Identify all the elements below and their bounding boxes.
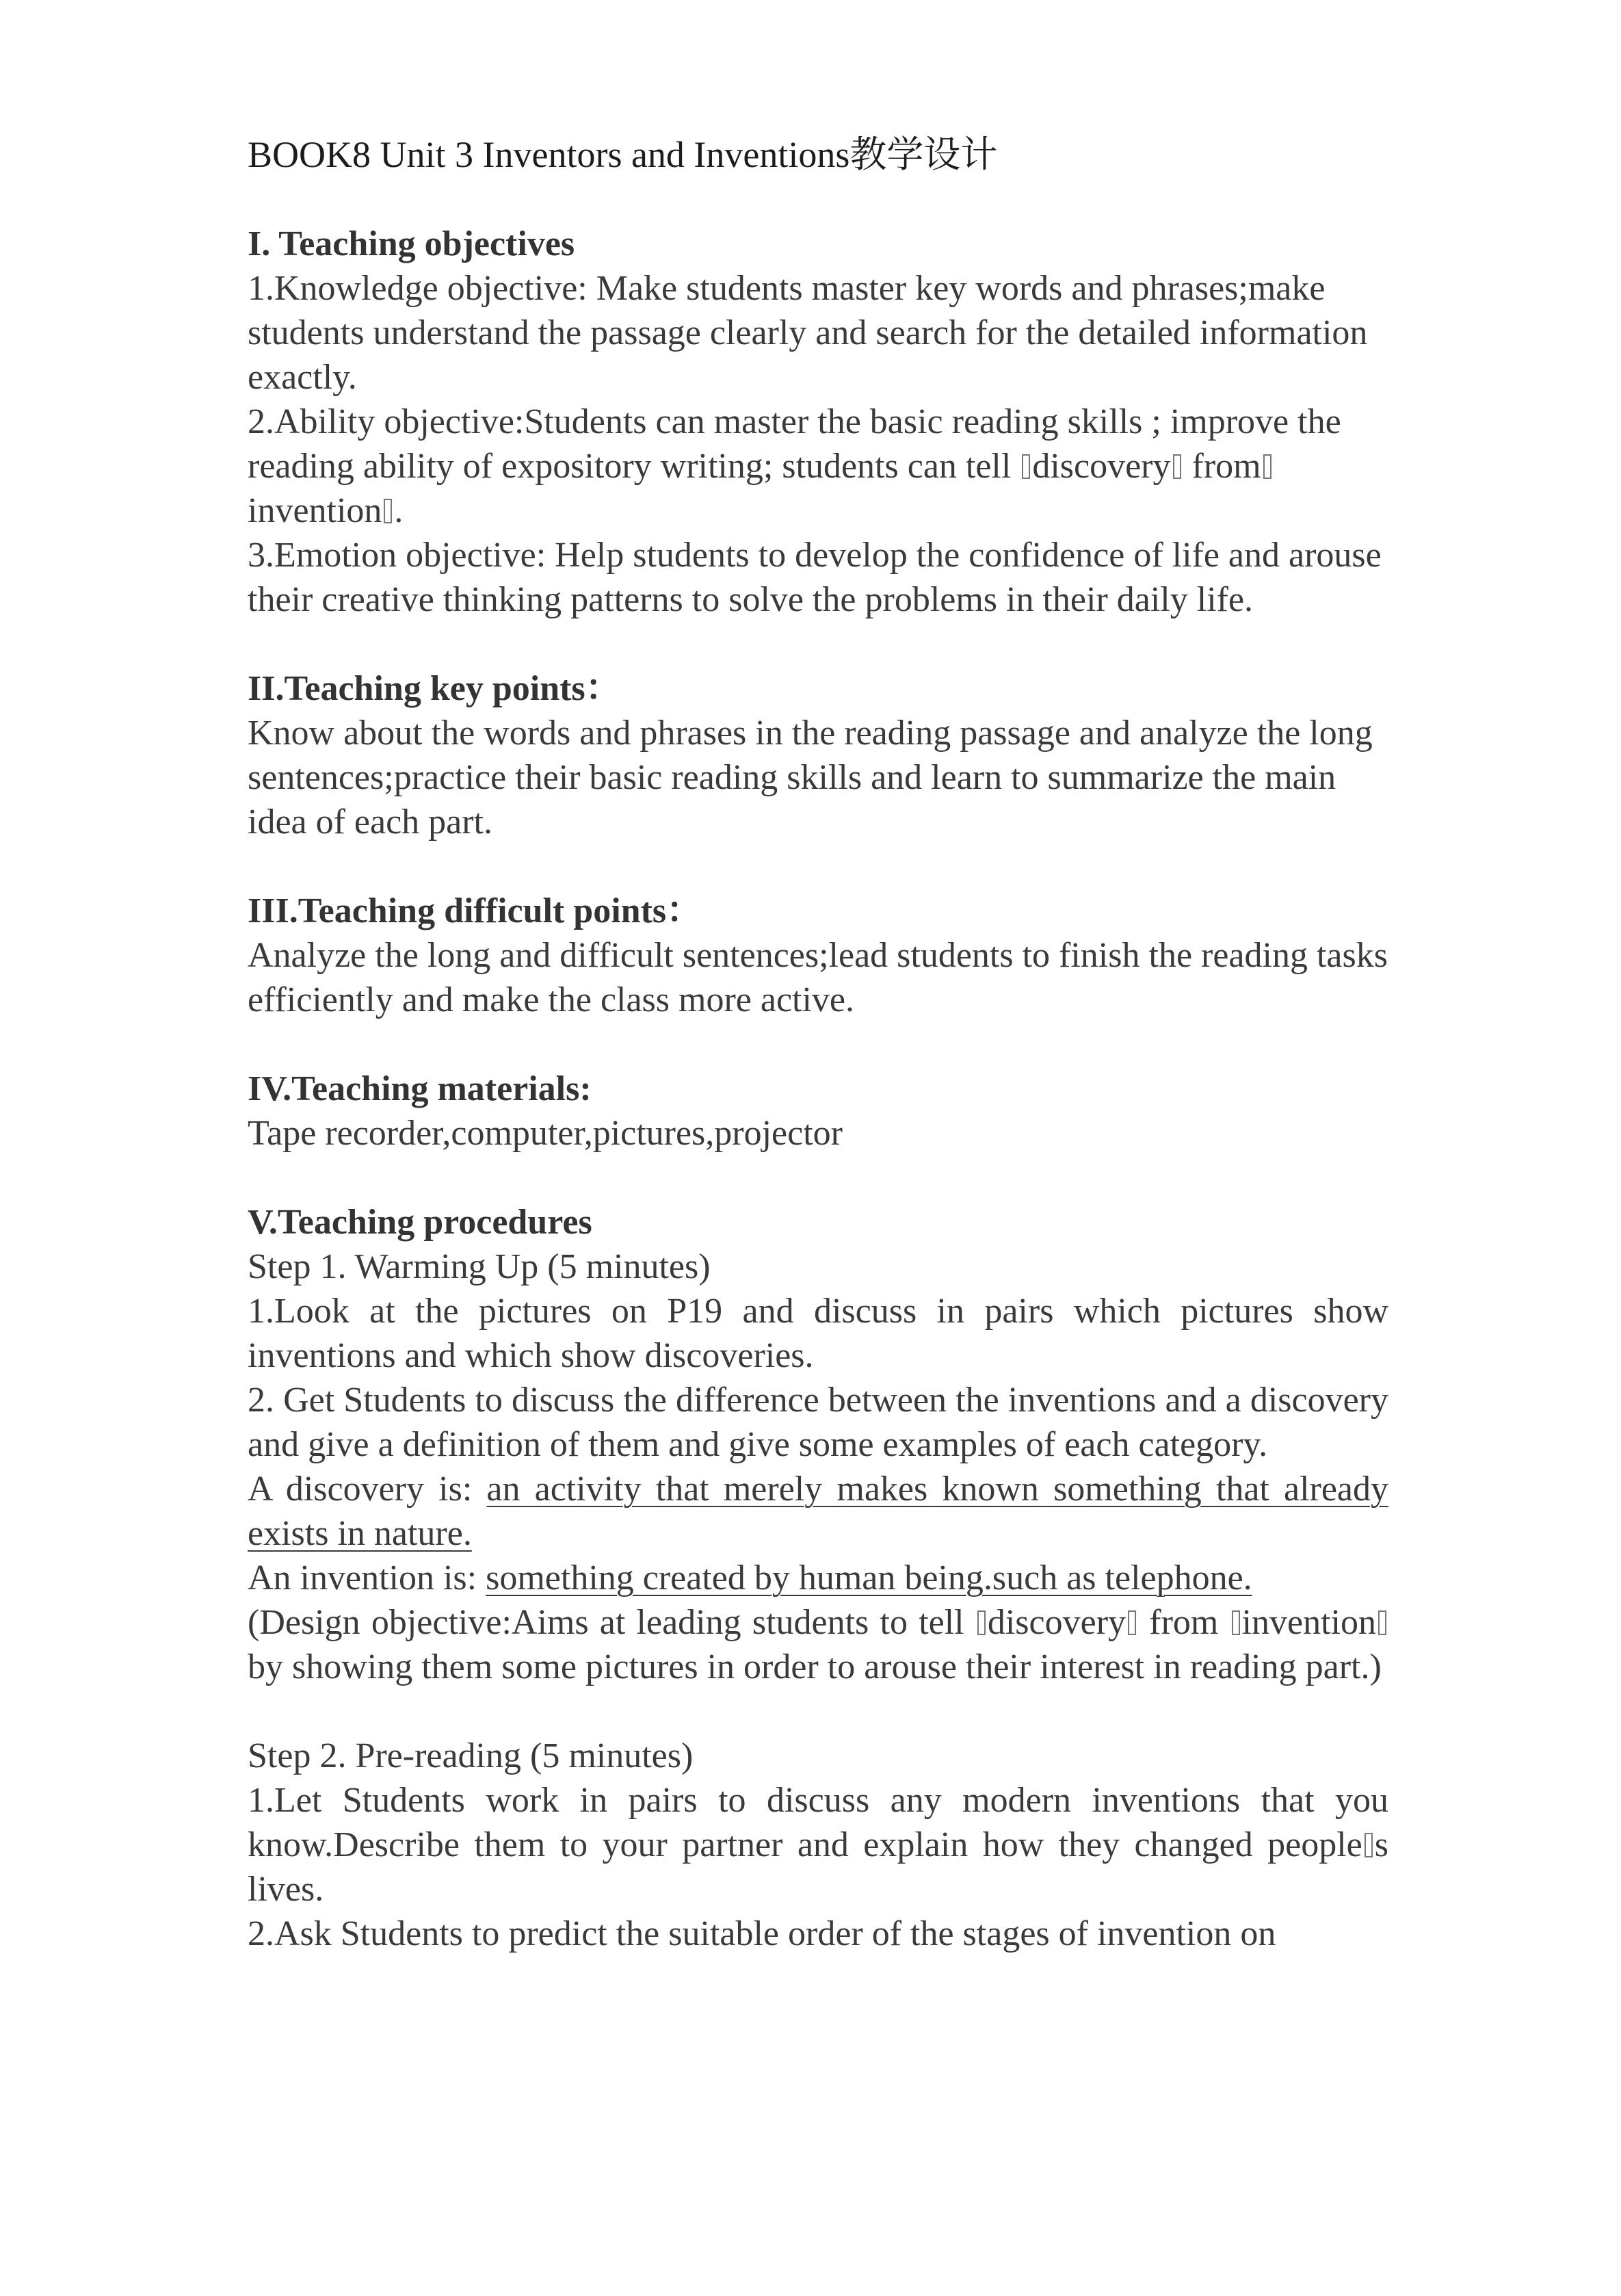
difficult-points-text: Analyze the long and difficult sentences;lead students to finish the reading tasks efficiently and make the class more active. [248, 936, 1388, 1019]
ability-from: from [1191, 447, 1261, 486]
invention-def: something created by human being.such as telephone. [486, 1558, 1252, 1597]
step1-item2: 2. Get Students to discuss the difference between the inventions and a discovery and give a definition of them and give some examples of each category. [248, 1381, 1388, 1464]
objectives-heading: I. Teaching objectives [248, 224, 575, 263]
missing-glyph-icon [384, 499, 392, 523]
step2-item2: 2.Ask Students to predict the suitable order of the stages of invention on [248, 1914, 1276, 1953]
design-objective [248, 1600, 1388, 1689]
discovery-def: an activity that merely makes known something that already exists in nature. [248, 1470, 1388, 1553]
design-text-post: by showing them some pictures in order to arouse their interest in reading part.) [248, 1647, 1382, 1686]
ability-word-invention: invention [248, 491, 382, 530]
key-points-heading: II.Teaching key points： [248, 669, 621, 708]
step2-item1-text: 1.Let Students work in pairs to discuss any modern inventions that you know.Describe them to your partner and explain how they changed people [248, 1781, 1388, 1864]
design-word-discovery: discovery [987, 1603, 1126, 1642]
discovery-label: A discovery is: [248, 1470, 473, 1509]
section-gap [248, 1689, 1388, 1734]
missing-glyph-icon [1365, 1833, 1373, 1857]
step2-item1-end: s lives. [248, 1825, 1388, 1909]
difficult-points-heading: III.Teaching difficult points： [248, 891, 702, 930]
step1-item1: 1.Look at the pictures on P19 and discuss in pairs which pictures show inventions and which show discoveries. [248, 1292, 1388, 1375]
missing-glyph-icon [1173, 454, 1181, 479]
section-gap [248, 1022, 1388, 1067]
step2-title: Step 2. Pre-reading (5 minutes) [248, 1736, 694, 1775]
section-gap [248, 844, 1388, 889]
ability-objective [248, 400, 1388, 533]
missing-glyph-icon [977, 1610, 986, 1635]
step1-title: Step 1. Warming Up (5 minutes) [248, 1247, 711, 1286]
discovery-definition [248, 1467, 1388, 1556]
ability-word-discovery: discovery [1032, 447, 1171, 486]
step2-item1 [248, 1778, 1388, 1912]
design-word-invention: invention [1241, 1603, 1377, 1642]
missing-glyph-icon [1232, 1610, 1240, 1635]
missing-glyph-icon [1263, 454, 1271, 479]
invention-definition [248, 1556, 1388, 1600]
materials-heading: IV.Teaching materials: [248, 1069, 592, 1108]
procedures-heading: V.Teaching procedures [248, 1203, 592, 1242]
emotion-objective: 3.Emotion objective: Help students to develop the confidence of life and arouse their creative thinking patterns to solve the problems in their daily life. [248, 536, 1382, 619]
missing-glyph-icon [1378, 1610, 1386, 1635]
section-gap [248, 622, 1388, 666]
missing-glyph-icon [1022, 454, 1030, 479]
key-points-text: Know about the words and phrases in the reading passage and analyze the long sentences;practice their basic reading skills and learn to summarize the main idea of each part. [248, 714, 1373, 842]
ability-text: 2.Ability objective:Students can master the basic reading skills ; improve the reading ability of expository writing; students can tell [248, 402, 1341, 486]
knowledge-objective: 1.Knowledge objective: Make students master key words and phrases;make students understand the passage clearly and search for the detailed information exactly. [248, 269, 1368, 397]
invention-label: An invention is: [248, 1558, 477, 1597]
section-gap [248, 1156, 1388, 1200]
document-title: BOOK8 Unit 3 Inventors and Inventions教学设计 [248, 134, 998, 175]
ability-end: . [394, 491, 404, 530]
missing-glyph-icon [1128, 1610, 1136, 1635]
design-from: from [1149, 1603, 1219, 1642]
materials-text: Tape recorder,computer,pictures,projector [248, 1114, 843, 1153]
design-text-pre: (Design objective:Aims at leading students to tell [248, 1603, 964, 1642]
